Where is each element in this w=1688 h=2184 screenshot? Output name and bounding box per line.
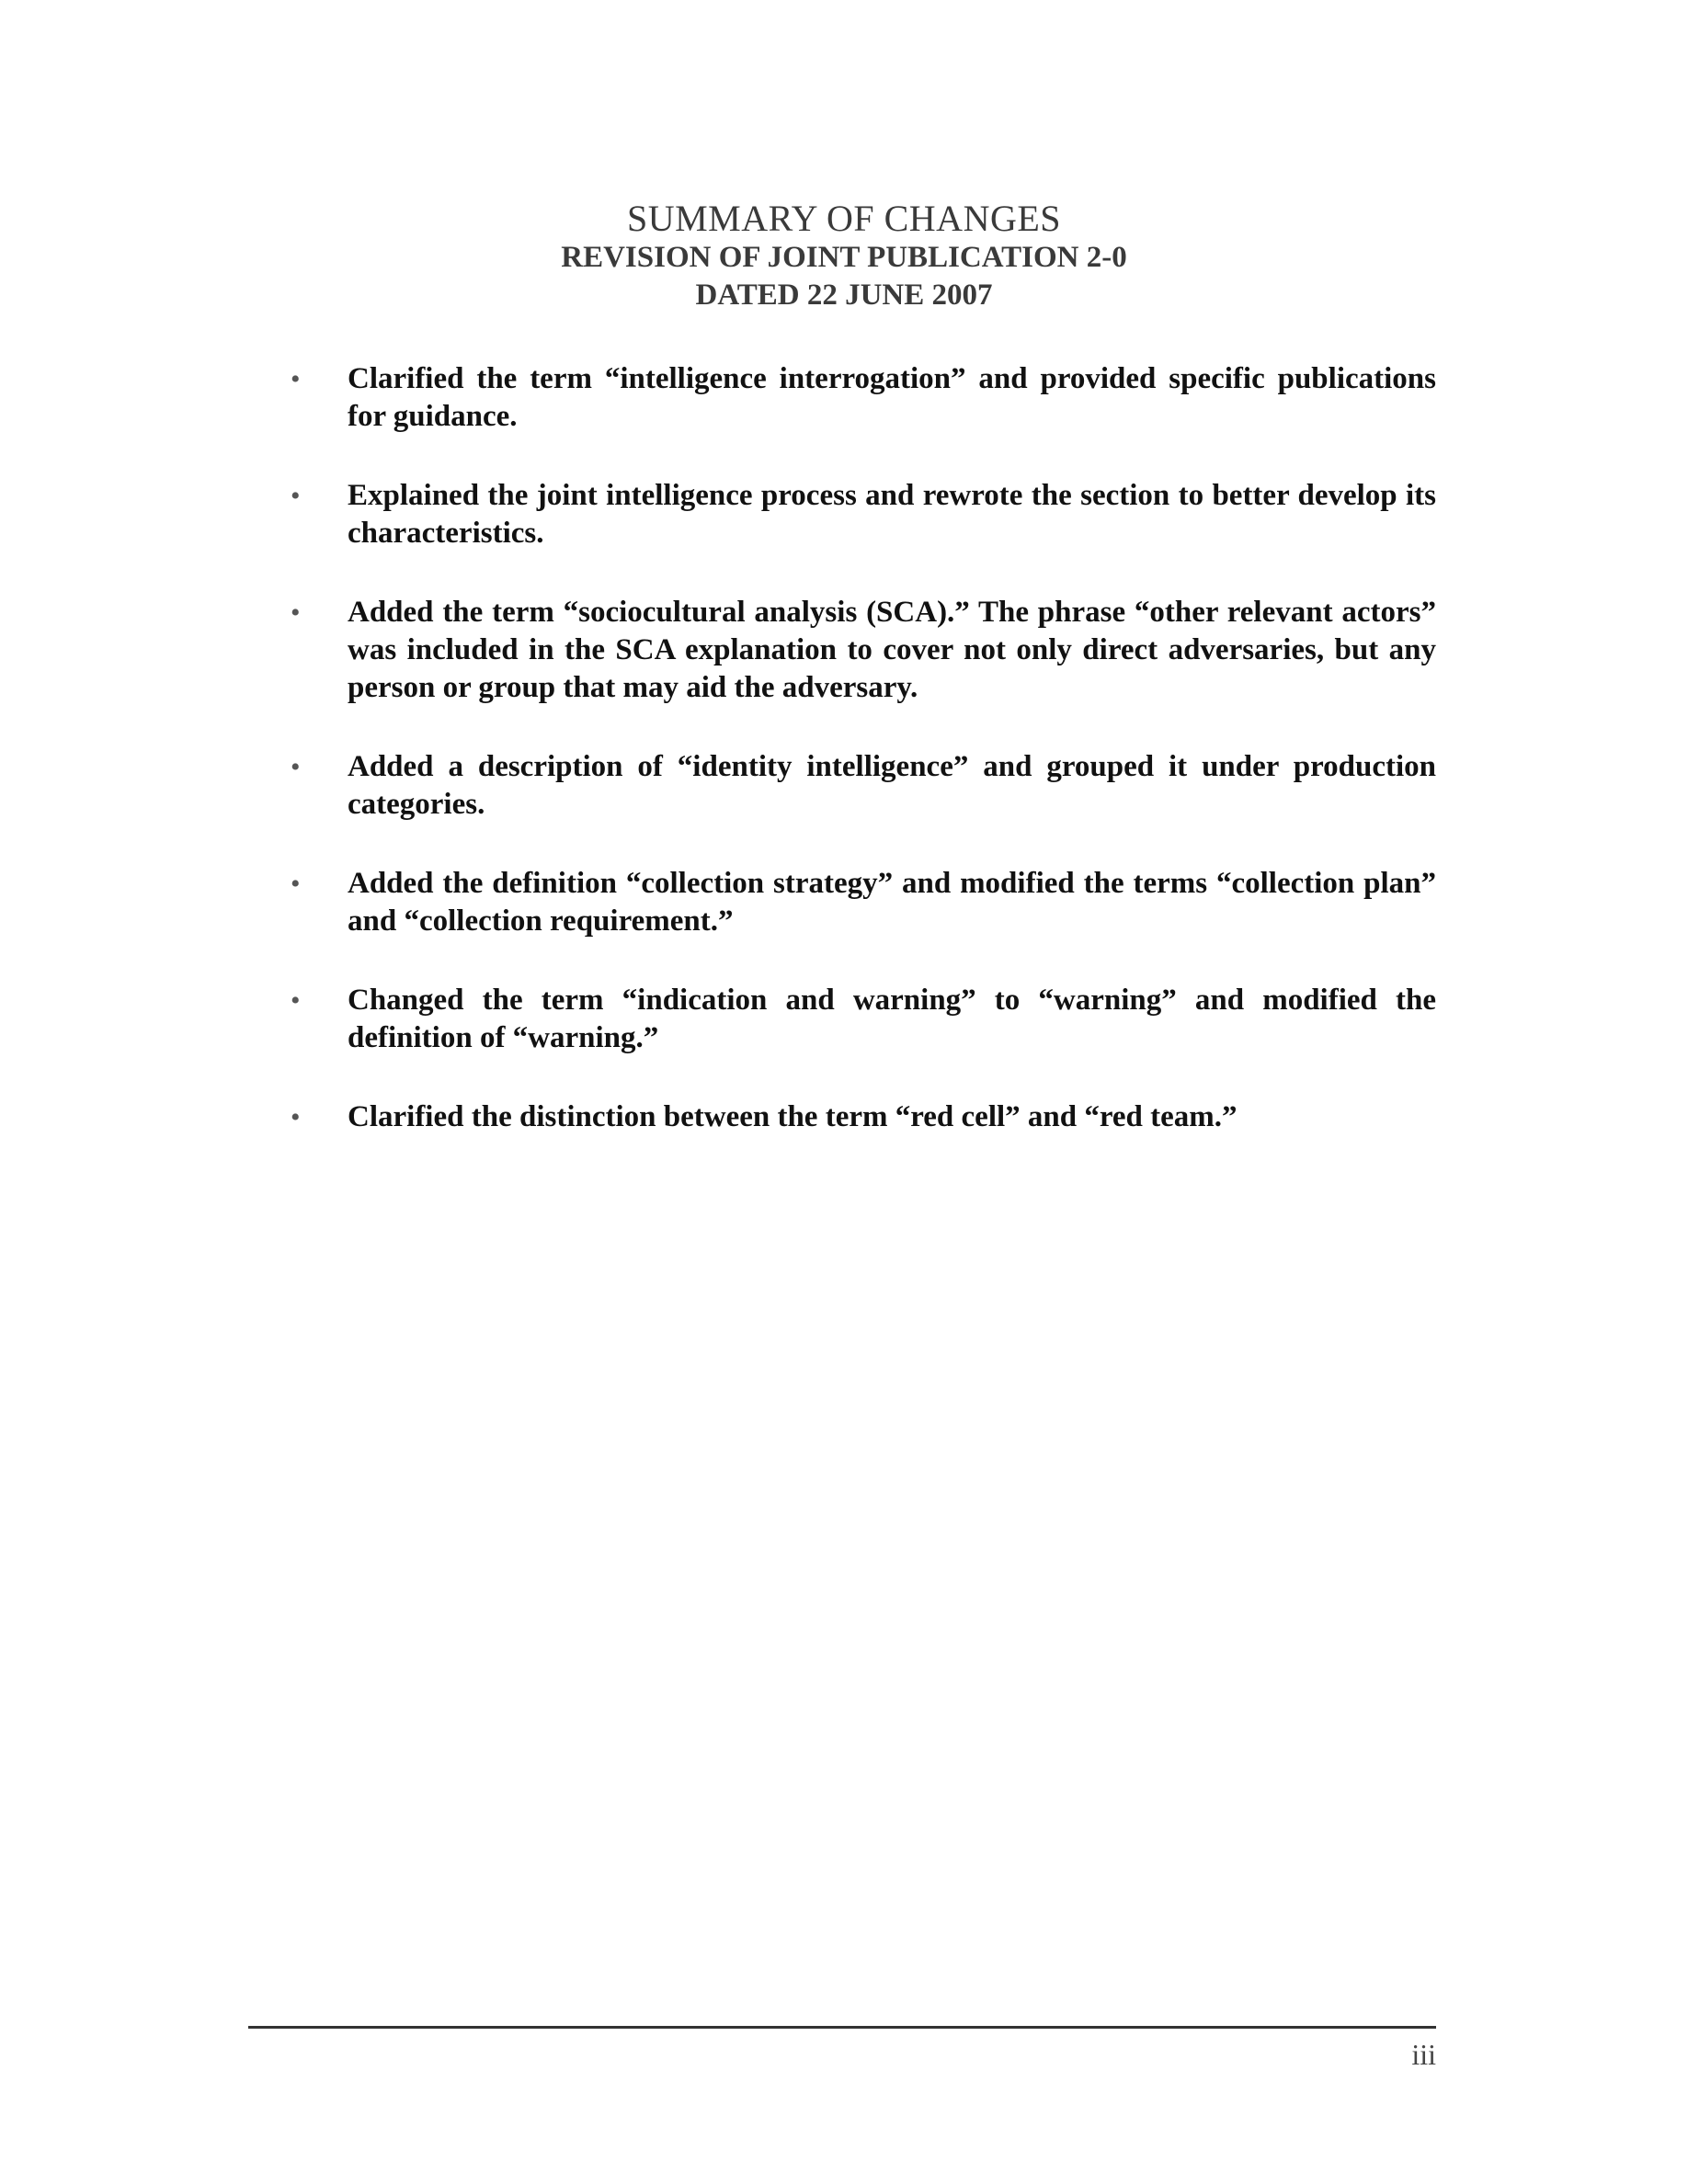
bullet-icon: • (291, 1102, 301, 1132)
change-item (291, 982, 1436, 1057)
change-text: Clarified the distinction between the term “red cell” and “red team.” (348, 1100, 1237, 1133)
change-text: Added the definition “collection strategy” and modified the terms “collection plan” and “collection requirement.” (348, 867, 1436, 938)
change-item (291, 1098, 1436, 1136)
page-subtitle: REVISION OF JOINT PUBLICATION 2-0 (561, 241, 1127, 274)
change-text: Added a description of “identity intelligence” and grouped it under production categories. (348, 750, 1436, 821)
bullet-icon: • (291, 364, 301, 394)
changes-list (291, 360, 1436, 1177)
bullet-icon: • (291, 985, 301, 1016)
footer-divider (248, 2026, 1436, 2029)
bullet-icon: • (291, 597, 301, 628)
bullet-icon: • (291, 752, 301, 782)
change-text: Added the term “sociocultural analysis (SCA).” The phrase “other relevant actors” was included in the SCA explanation to cover not only direct adversaries, but any person or group that may aid the adversary. (348, 596, 1436, 704)
change-item (291, 477, 1436, 552)
change-item (291, 594, 1436, 707)
change-item (291, 748, 1436, 824)
change-item (291, 865, 1436, 940)
page-title: SUMMARY OF CHANGES (626, 198, 1062, 239)
change-text: Clarified the term “intelligence interrogation” and provided specific publications for guidance. (348, 362, 1436, 433)
page-number: iii (1411, 2038, 1436, 2071)
bullet-icon: • (291, 869, 301, 899)
change-item (291, 360, 1436, 436)
change-text: Changed the term “indication and warning” to “warning” and modified the definition of “warning.” (348, 984, 1436, 1054)
change-text: Explained the joint intelligence process and rewrote the section to better develop its characteristics. (348, 479, 1436, 550)
bullet-icon: • (291, 481, 301, 511)
page-date-line: DATED 22 JUNE 2007 (695, 279, 993, 312)
